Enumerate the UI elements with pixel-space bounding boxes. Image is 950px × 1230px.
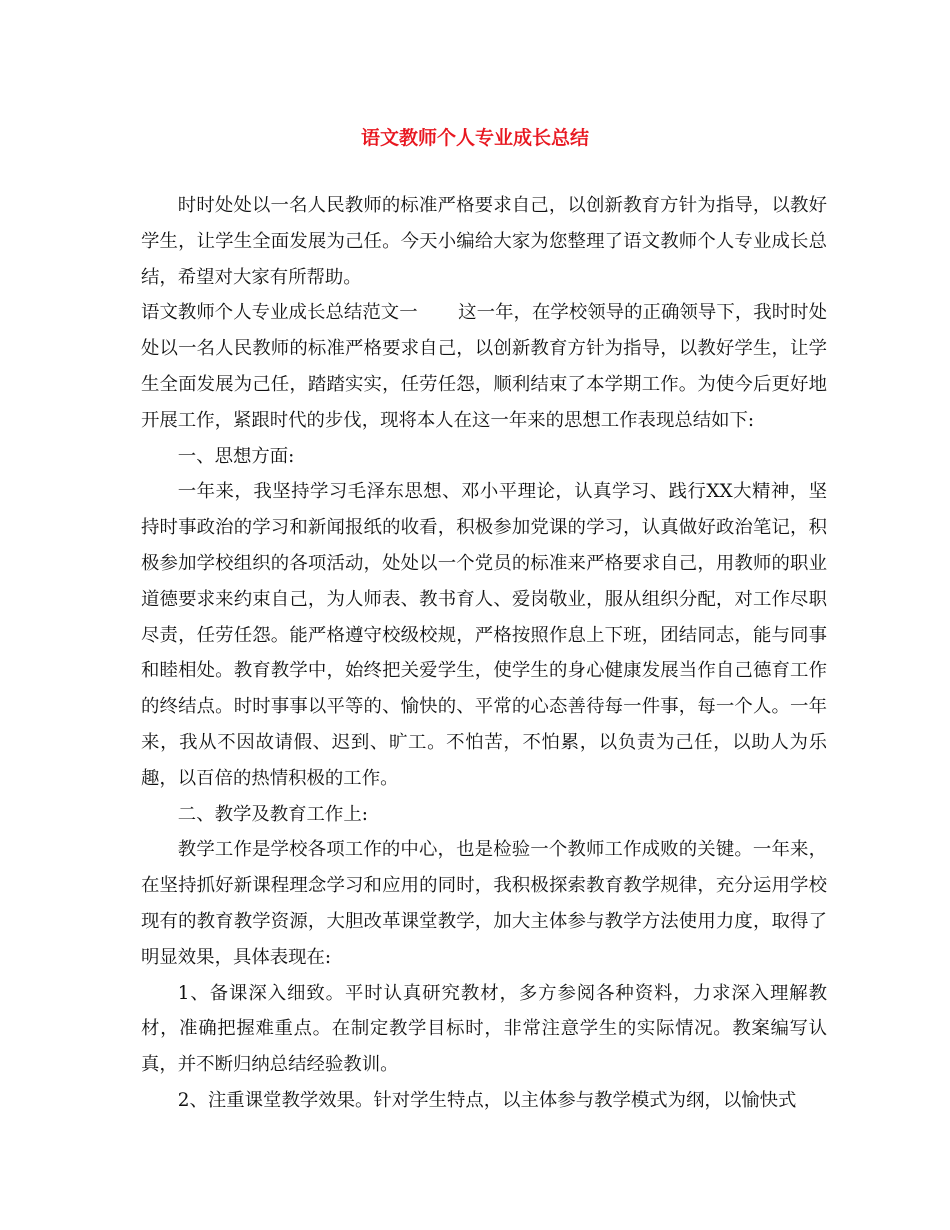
document-body [141,188,827,1119]
list-item-2: 2、注重课堂教学效果。针对学生特点，以主体参与教学模式为纲，以愉快式 [177,1089,797,1111]
example-opening: 这一年，在学校领导的正确领导下，我时时处处以一名人民教师的标准严格要求自己，以创新教育方针为指导，以教好学生，让学生全面发展为己任，踏踏实实，任劳任怨，顺利结束了本学期工作。为使今后更好地开展工作，紧跟时代的步伐，现将本人在这一年来的思想工作表现总结如下: [141,302,827,431]
list-item-1: 1、备课深入细致。平时认真研究教材，多方参阅各种资料，力求深入理解教材，准确把握难重点。在制定教学目标时，非常注意学生的实际情况。教案编写认真，并不断归纳总结经验教训。 [141,982,827,1076]
section2-heading: 二、教学及教育工作上: [177,803,368,825]
section1-heading: 一、思想方面: [177,445,295,467]
section2-body: 教学工作是学校各项工作的中心，也是检验一个教师工作成败的关键。一年来，在坚持抓好新课程理念学习和应用的同时，我积极探索教育教学规律，充分运用学校现有的教育教学资源，大胆改革课堂教学，加大主体参与教学方法使用力度，取得了明显效果，具体表现在: [141,839,827,968]
section1-body: 一年来，我坚持学习毛泽东思想、邓小平理论，认真学习、践行XX大精神，坚持时事政治的学习和新闻报纸的收看，积极参加党课的学习，认真做好政治笔记，积极参加学校组织的各项活动，处处以一个党员的标准来严格要求自己，用教师的职业道德要求来约束自己，为人师表、教书育人、爱岗敬业，服从组织分配，对工作尽职尽责，任劳任怨。能严格遵守校级校规，严格按照作息上下班，团结同志，能与同事和睦相处。教育教学中，始终把关爱学生，使学生的身心健康发展当作自己德育工作的终结点。时时事事以平等的、愉快的、平常的心态善待每一件事，每一个人。一年来，我从不因故请假、迟到、旷工。不怕苦，不怕累，以负责为己任，以助人为乐趣，以百倍的热情积极的工作。 [141,481,827,789]
document-title: 语文教师个人专业成长总结 [360,127,589,149]
intro-paragraph: 时时处处以一名人民教师的标准严格要求自己，以创新教育方针为指导，以教好学生，让学生全面发展为己任。今天小编给大家为您整理了语文教师个人专业成长总结，希望对大家有所帮助。 [141,195,827,288]
example-heading: 语文教师个人专业成长总结范文一 [141,302,418,324]
example-paragraph [141,295,827,438]
